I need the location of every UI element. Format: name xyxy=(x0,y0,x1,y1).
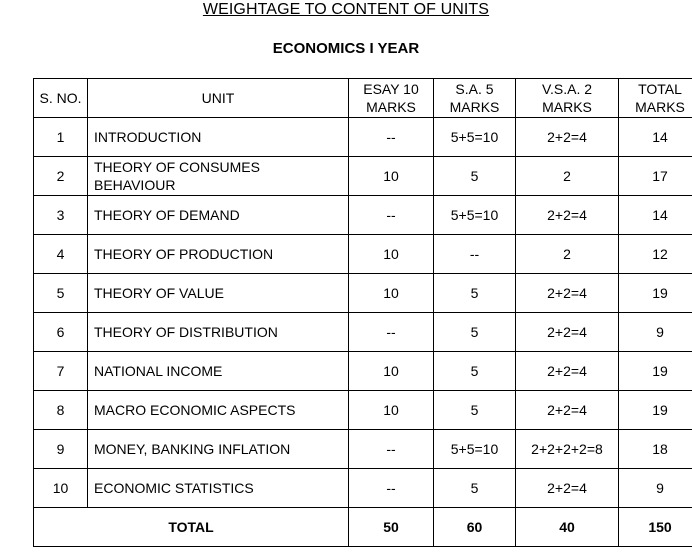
cell-essay: -- xyxy=(349,118,434,157)
totals-vsa: 40 xyxy=(516,508,619,547)
cell-sa: -- xyxy=(434,235,516,274)
document-title: WEIGHTAGE TO CONTENT OF UNITS xyxy=(202,1,490,18)
cell-sno: 5 xyxy=(34,274,88,313)
cell-sno: 1 xyxy=(34,118,88,157)
header-sa-marks: S.A. 5 MARKS xyxy=(434,79,516,118)
cell-essay: -- xyxy=(349,196,434,235)
cell-vsa: 2+2=4 xyxy=(516,391,619,430)
cell-sno: 3 xyxy=(34,196,88,235)
totals-essay: 50 xyxy=(349,508,434,547)
table-row xyxy=(34,430,692,469)
cell-sa: 5 xyxy=(434,313,516,352)
cell-sa: 5+5=10 xyxy=(434,430,516,469)
cell-unit: MACRO ECONOMIC ASPECTS xyxy=(88,391,349,430)
cell-total: 19 xyxy=(619,274,692,313)
cell-essay: 10 xyxy=(349,274,434,313)
totals-row xyxy=(34,508,692,547)
cell-sa: 5 xyxy=(434,469,516,508)
table-row xyxy=(34,274,692,313)
cell-sno: 2 xyxy=(34,157,88,196)
table-row xyxy=(34,196,692,235)
cell-sa: 5 xyxy=(434,274,516,313)
header-total-marks: TOTAL MARKS xyxy=(619,79,692,118)
header-sno: S. NO. xyxy=(34,79,88,118)
cell-sno: 8 xyxy=(34,391,88,430)
cell-total: 9 xyxy=(619,469,692,508)
cell-vsa: 2+2+2+2=8 xyxy=(516,430,619,469)
cell-essay: -- xyxy=(349,313,434,352)
cell-vsa: 2+2=4 xyxy=(516,274,619,313)
cell-sno: 9 xyxy=(34,430,88,469)
cell-sa: 5 xyxy=(434,157,516,196)
cell-total: 9 xyxy=(619,313,692,352)
cell-unit: THEORY OF DISTRIBUTION xyxy=(88,313,349,352)
cell-unit: MONEY, BANKING INFLATION xyxy=(88,430,349,469)
cell-essay: 10 xyxy=(349,391,434,430)
header-unit: UNIT xyxy=(88,79,349,118)
cell-unit: THEORY OF DEMAND xyxy=(88,196,349,235)
header-vsa-marks: V.S.A. 2 MARKS xyxy=(516,79,619,118)
table-row xyxy=(34,118,692,157)
table-header-row xyxy=(34,79,692,118)
cell-total: 14 xyxy=(619,196,692,235)
totals-total: 150 xyxy=(619,508,692,547)
table-row xyxy=(34,157,692,196)
cell-vsa: 2+2=4 xyxy=(516,196,619,235)
cell-vsa: 2 xyxy=(516,157,619,196)
table-row xyxy=(34,352,692,391)
totals-sa: 60 xyxy=(434,508,516,547)
cell-total: 12 xyxy=(619,235,692,274)
cell-unit: INTRODUCTION xyxy=(88,118,349,157)
cell-sa: 5+5=10 xyxy=(434,196,516,235)
cell-total: 19 xyxy=(619,391,692,430)
cell-essay: -- xyxy=(349,469,434,508)
cell-sno: 4 xyxy=(34,235,88,274)
cell-total: 19 xyxy=(619,352,692,391)
cell-sa: 5 xyxy=(434,352,516,391)
cell-vsa: 2+2=4 xyxy=(516,313,619,352)
cell-total: 14 xyxy=(619,118,692,157)
table-row xyxy=(34,391,692,430)
totals-label: TOTAL xyxy=(34,508,349,547)
cell-total: 18 xyxy=(619,430,692,469)
table-row xyxy=(34,469,692,508)
cell-unit: THEORY OF CONSUMES BEHAVIOUR xyxy=(88,157,349,196)
cell-essay: -- xyxy=(349,430,434,469)
table-row xyxy=(34,235,692,274)
cell-unit: THEORY OF PRODUCTION xyxy=(88,235,349,274)
cell-unit: NATIONAL INCOME xyxy=(88,352,349,391)
cell-vsa: 2+2=4 xyxy=(516,469,619,508)
cell-vsa: 2+2=4 xyxy=(516,118,619,157)
weightage-table xyxy=(33,78,692,547)
cell-essay: 10 xyxy=(349,352,434,391)
cell-sno: 7 xyxy=(34,352,88,391)
cell-sno: 10 xyxy=(34,469,88,508)
table-row xyxy=(34,313,692,352)
cell-sno: 6 xyxy=(34,313,88,352)
cell-sa: 5 xyxy=(434,391,516,430)
cell-vsa: 2+2=4 xyxy=(516,352,619,391)
cell-essay: 10 xyxy=(349,235,434,274)
cell-vsa: 2 xyxy=(516,235,619,274)
document-subtitle: ECONOMICS I YEAR xyxy=(272,40,420,57)
cell-unit: THEORY OF VALUE xyxy=(88,274,349,313)
cell-sa: 5+5=10 xyxy=(434,118,516,157)
cell-total: 17 xyxy=(619,157,692,196)
cell-unit: ECONOMIC STATISTICS xyxy=(88,469,349,508)
header-essay-marks: ESAY 10 MARKS xyxy=(349,79,434,118)
cell-essay: 10 xyxy=(349,157,434,196)
